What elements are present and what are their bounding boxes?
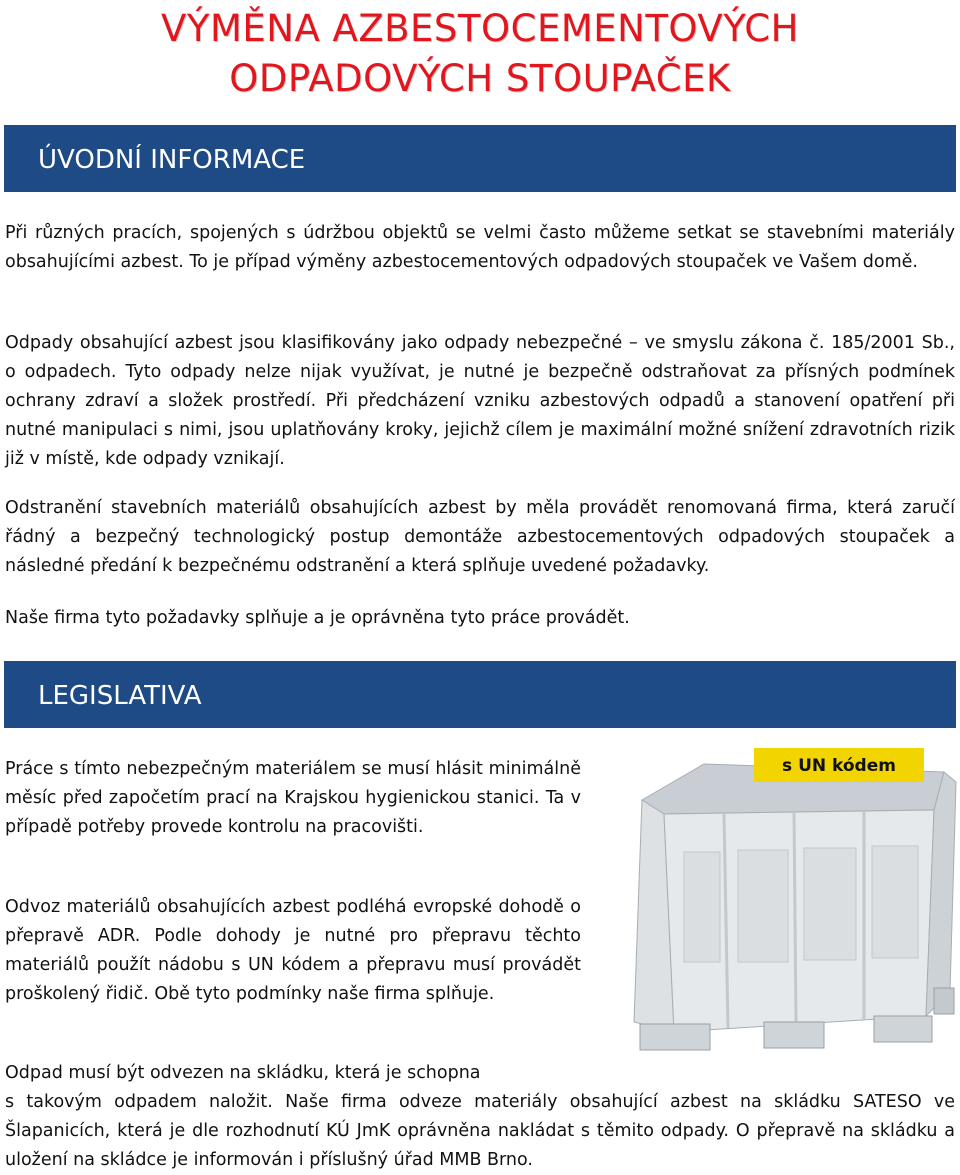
page-title-line-1: VÝMĚNA AZBESTOCEMENTOVÝCH — [161, 7, 799, 50]
page-title — [0, 4, 960, 104]
legislation-paragraph-2: Odvoz materiálů obsahujících azbest podléhá evropské dohodě o přepravě ADR. Podle dohody je nutné pro přepravu těchto materiálů použít nádobu s UN kódem a přepravu musí provádět proškolený řidič. Obě tyto podmínky naše firma splňuje. — [5, 897, 581, 1004]
legislation-paragraph-3-line-1: Odpad musí být odvezen na skládku, která je schopna — [5, 1063, 481, 1083]
section-header-intro — [4, 125, 956, 192]
section-heading-legislation: LEGISLATIVA — [38, 681, 202, 711]
section-header-legislation — [4, 661, 956, 728]
page-title-line-2: ODPADOVÝCH STOUPAČEK — [229, 57, 731, 100]
un-code-label: s UN kódem — [782, 756, 896, 776]
legislation-paragraph-3: s takovým odpadem naložit. Naše firma odveze materiály obsahující azbest na skládku SATESO ve Šlapanicích, která je dle rozhodnutí KÚ JmK oprávněna nakládat s těmito odpady. O přepravě na skládku a uložení na skládce je informován i příslušný úřad MMB Brno. — [5, 1092, 955, 1170]
section-heading-intro: ÚVODNÍ INFORMACE — [38, 145, 306, 175]
legislation-paragraph-1: Práce s tímto nebezpečným materiálem se musí hlásit minimálně měsíc před započetím prací na Krajskou hygienickou stanici. Ta v případě potřeby provede kontrolu na pracovišti. — [5, 759, 581, 837]
intro-paragraph-3: Odstranění stavebních materiálů obsahujících azbest by měla provádět renomovaná firma, která zaručí řádný a bezpečný technologický postup demontáže azbestocementových odpadových stoupaček a následné předání k bezpečnému odstranění a která splňuje uvedené požadavky. — [5, 498, 955, 576]
intro-paragraph-1: Při různých pracích, spojených s údržbou objektů se velmi často můžeme setkat se stavebními materiály obsahujícími azbest. To je případ výměny azbestocementových odpadových stoupaček ve Vašem domě. — [5, 223, 955, 272]
intro-paragraph-4: Naše firma tyto požadavky splňuje a je oprávněna tyto práce provádět. — [5, 608, 630, 628]
container-image — [604, 742, 960, 1060]
container-bin-illustration — [604, 742, 960, 1060]
intro-paragraph-2: Odpady obsahující azbest jsou klasifikovány jako odpady nebezpečné – ve smyslu zákona č. 185/2001 Sb., o odpadech. Tyto odpady nelze nijak využívat, je nutné je bezpečně odstraňovat za přísných podmínek ochrany zdraví a složek prostředí. Při předcházení vzniku azbestových odpadů a stanovení opatření při nutné manipulaci s nimi, jsou uplatňovány kroky, jejichž cílem je maximální možné snížení zdravotních rizik již v místě, kde odpady vznikají. — [5, 333, 955, 469]
